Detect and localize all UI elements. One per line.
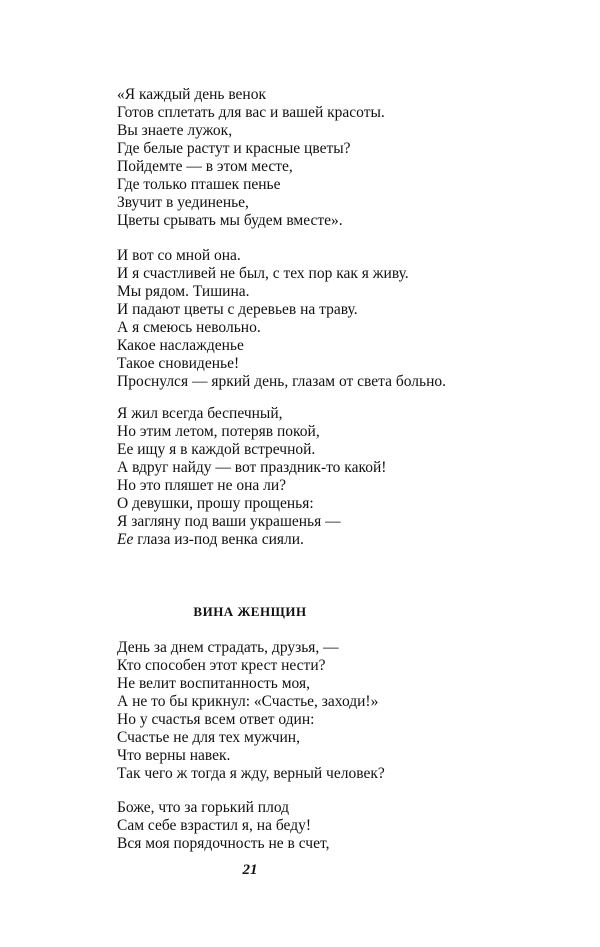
verse-line: А я смеюсь невольно.	[117, 319, 261, 336]
verse-line: Такое сновиденье!	[117, 355, 240, 372]
verse-line: «Я каждый день венок	[117, 86, 267, 103]
poem2-stanza-1	[117, 639, 385, 783]
verse-line: Что верны навек.	[117, 747, 231, 764]
verse-line: Я жил всегда беспечный,	[117, 405, 283, 422]
verse-line: Готов сплетать для вас и вашей красоты.	[117, 104, 385, 121]
poem1-stanza-1	[117, 86, 385, 230]
verse-line: Не велит воспитанность моя,	[117, 675, 310, 692]
verse-line: Но это пляшет не она ли?	[117, 477, 287, 494]
verse-line: Проснулся — яркий день, глазам от света больно.	[117, 373, 446, 390]
verse-line: Сам себе взрастил я, на беду!	[117, 817, 311, 834]
poem1-stanza-2	[117, 247, 446, 391]
verse-line: Вы знаете лужок,	[117, 122, 233, 139]
verse-line: И вот со мной она.	[117, 247, 241, 264]
verse-line: Так чего ж тогда я жду, верный человек?	[117, 765, 385, 782]
verse-line: Какое наслажденье	[117, 337, 244, 354]
verse-line: День за днем страдать, друзья, —	[117, 639, 339, 656]
verse-line: Цветы срывать мы будем вместе».	[117, 212, 343, 229]
verse-line: Я загляну под ваши украшенья —	[117, 513, 341, 530]
verse-line: Но этим летом, потеряв покой,	[117, 423, 320, 440]
verse-line: Счастье не для тех мужчин,	[117, 729, 300, 746]
verse-line: А не то бы крикнул: «Счастье, заходи!»	[117, 693, 379, 710]
verse-line: А вдруг найду — вот праздник-то какой!	[117, 459, 387, 476]
verse-line-last	[117, 531, 386, 549]
poem-title: ВИНА ЖЕНЩИН	[193, 604, 307, 619]
verse-line: Боже, что за горький плод	[117, 799, 290, 816]
verse-line: Ее ищу я в каждой встречной.	[117, 441, 316, 458]
verse-line: Звучит в уединенье,	[117, 194, 249, 211]
verse-line: Вся моя порядочность не в счет,	[117, 835, 330, 852]
verse-line: Где только пташек пенье	[117, 176, 281, 193]
verse-line: Где белые растут и красные цветы?	[117, 140, 351, 157]
verse-line: Пойдемте — в этом месте,	[117, 158, 293, 175]
verse-line: Мы рядом. Тишина.	[117, 283, 250, 300]
verse-line-rest: глаза из-под венка сияли.	[137, 531, 304, 548]
emphasis-word: Ее	[117, 531, 134, 548]
verse-line: И падают цветы с деревьев на траву.	[117, 301, 358, 318]
verse-line: Но у счастья всем ответ один:	[117, 711, 315, 728]
poem1-stanza-3	[117, 405, 386, 549]
verse-line: И я счастливей не был, с тех пор как я живу.	[117, 265, 409, 282]
poem2-stanza-2	[117, 799, 329, 853]
page-number: 21	[242, 862, 258, 878]
verse-line: О девушки, прошу прощенья:	[117, 495, 314, 512]
verse-line: Кто способен этот крест нести?	[117, 657, 326, 674]
